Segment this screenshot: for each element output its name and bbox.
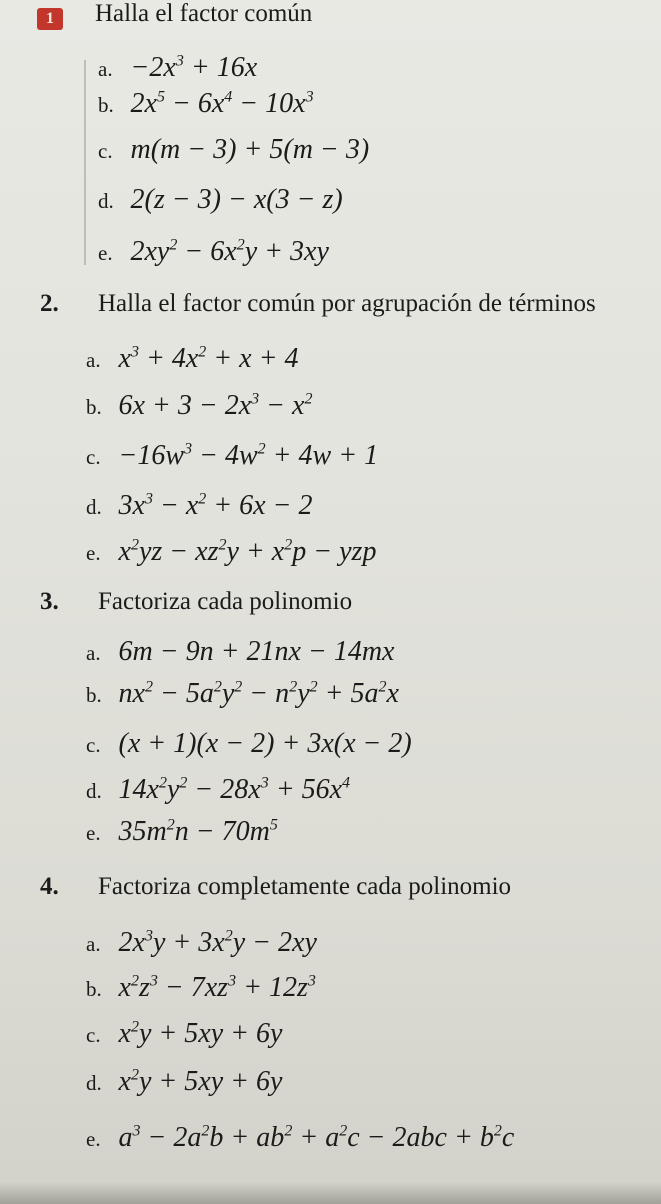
math-expression: $x^2y + 5xy + 6y$ — [118, 1066, 283, 1097]
item-label: d. — [86, 1071, 102, 1095]
item-label: d. — [86, 779, 102, 803]
exercise-item — [86, 440, 378, 472]
exercise-item — [86, 972, 316, 1004]
section-number: 2. — [40, 290, 59, 317]
math-expression: 6m − 9n + 21nx − 14mx — [118, 636, 395, 667]
section-title-text: Factoriza cada polinomio — [98, 588, 353, 615]
exercise-item — [98, 236, 329, 268]
item-label: b. — [86, 977, 102, 1001]
exercise-item — [86, 343, 298, 375]
exercise-item — [86, 390, 312, 422]
pencil-margin-mark — [84, 60, 86, 265]
math-expression: m(m − 3) + 5(m − 3) — [130, 134, 370, 165]
math-expression: $6x + 3 - 2x^3 - x^2$ — [118, 390, 313, 421]
math-expression: $14x^2y^2 - 28x^3 + 56x^4$ — [118, 774, 351, 805]
item-label: a. — [86, 641, 101, 665]
section-1-badge: 1 — [37, 8, 63, 30]
math-expression: $-16w^3 - 4w^2 + 4w + 1$ — [118, 440, 379, 471]
math-expression: $x^2yz - xz^2y + x^2p$ − yzp — [118, 536, 377, 567]
item-label: c. — [86, 445, 101, 469]
item-label: e. — [86, 1127, 101, 1151]
item-label: e. — [86, 541, 101, 565]
item-label: c. — [86, 1023, 101, 1047]
item-label: e. — [98, 241, 113, 265]
exercise-item — [98, 88, 314, 120]
math-expression: $x^2y + 5xy + 6y$ — [118, 1018, 283, 1049]
exercise-item — [86, 678, 399, 710]
math-expression: $35m^2n - 70m^5$ — [118, 816, 278, 847]
item-label: d. — [98, 189, 114, 213]
exercise-item — [86, 536, 376, 568]
math-expression: $x^2z^3 - 7xz^3 + 12z^3$ — [118, 972, 316, 1003]
item-label: c. — [86, 733, 101, 757]
math-expression: $2x^5 - 6x^4 - 10x^3$ — [130, 88, 314, 119]
item-label: d. — [86, 495, 102, 519]
exercise-item — [86, 1066, 282, 1098]
exercise-item — [86, 1018, 282, 1050]
exercise-item — [86, 1122, 514, 1154]
exercise-item — [98, 52, 257, 84]
math-expression: $-2x^3 + 16x$ — [130, 52, 258, 83]
math-expression: $2x^3y + 3x^2y - 2xy$ — [118, 927, 317, 958]
section-4-title — [40, 873, 511, 901]
item-label: b. — [86, 683, 102, 707]
item-label: a. — [86, 932, 101, 956]
math-expression: 2(z − 3) − x(3 − z) — [130, 184, 343, 215]
section-number: 3. — [40, 588, 59, 615]
page-bottom-shadow — [0, 1182, 661, 1204]
exercise-item — [98, 134, 369, 166]
item-label: c. — [98, 139, 113, 163]
exercise-item — [86, 816, 278, 848]
item-label: b. — [86, 395, 102, 419]
section-3-title — [40, 588, 352, 616]
math-expression: $a^3 - 2a^2b + ab^2 + a^2c - 2abc + b^2c$ — [118, 1122, 515, 1153]
math-expression: $x^3 + 4x^2 + x + 4$ — [118, 343, 299, 374]
section-title-text: Factoriza completamente cada polinomio — [98, 873, 512, 900]
exercise-item — [86, 728, 412, 760]
exercise-item — [98, 184, 343, 216]
exercise-item — [86, 774, 350, 806]
section-1-title — [95, 0, 312, 28]
section-2-title — [40, 290, 596, 318]
math-expression: $2xy^2 - 6x^2y + 3xy$ — [130, 236, 329, 267]
math-expression: (x + 1)(x − 2) + 3x(x − 2) — [118, 728, 412, 759]
exercise-item — [86, 636, 394, 668]
section-number: 4. — [40, 873, 59, 900]
item-label: e. — [86, 821, 101, 845]
item-label: b. — [98, 93, 114, 117]
section-title-text: Halla el factor común — [95, 0, 313, 27]
math-expression: $nx^2 - 5a^2y^2 - n^2y^2 + 5a^2x$ — [118, 678, 399, 709]
exercise-item — [86, 927, 317, 959]
section-title-text: Halla el factor común por agrupación de términos — [98, 290, 596, 317]
item-label: a. — [98, 57, 113, 81]
item-label: a. — [86, 348, 101, 372]
exercise-item — [86, 490, 312, 522]
math-expression: $3x^3 - x^2 + 6x - 2$ — [118, 490, 313, 521]
